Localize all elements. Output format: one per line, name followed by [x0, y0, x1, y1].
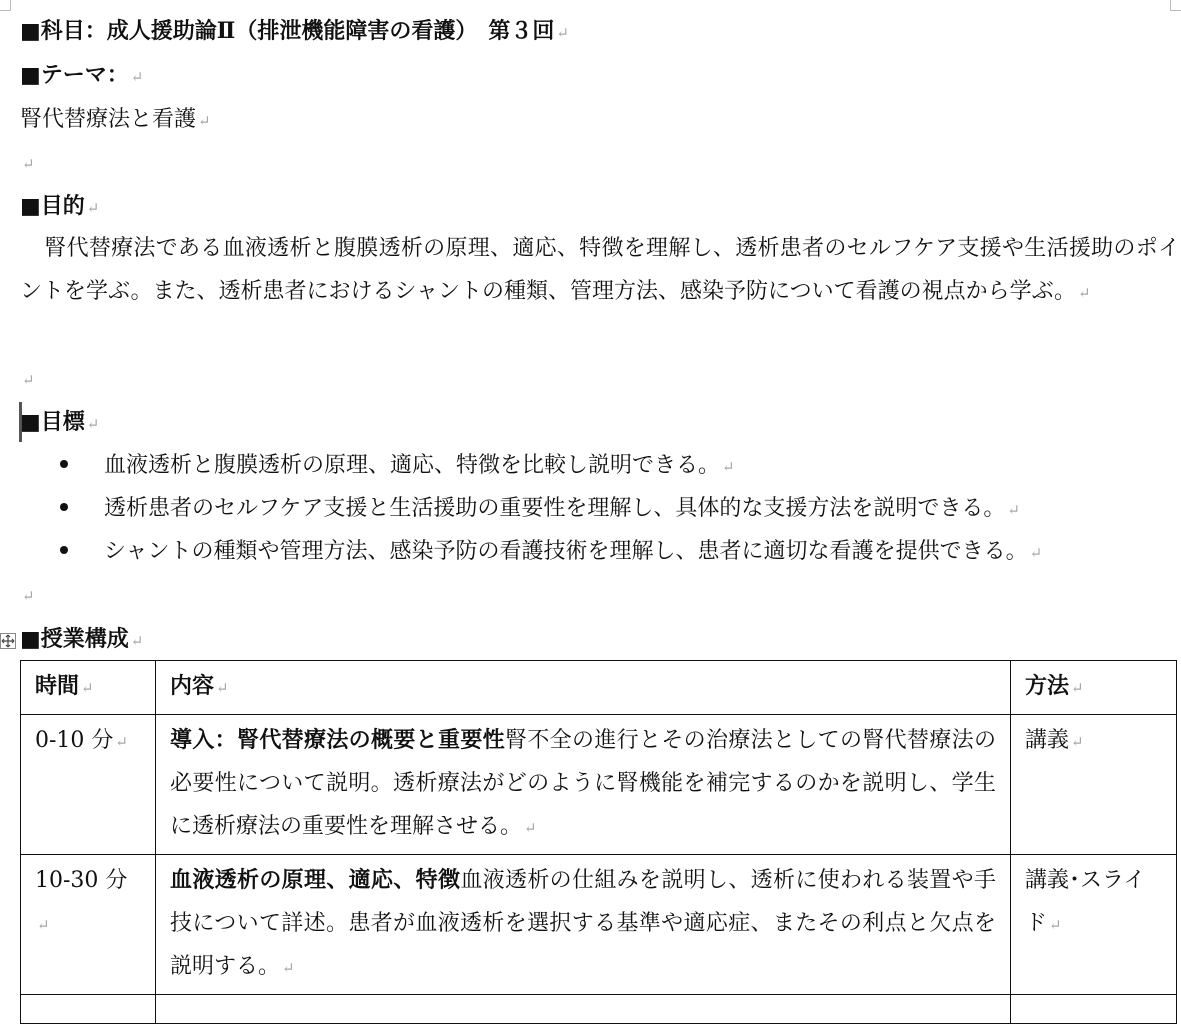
goal-item: 血液透析と腹膜透析の原理、適応、特徴を比較し説明できる。 ↵	[60, 451, 735, 482]
cell-time: 10-30 分↵	[21, 855, 156, 995]
empty-paragraph: ↵	[22, 587, 35, 605]
purpose-heading: ■目的 ↵	[20, 193, 100, 219]
cell-method: 講義･スライド ↵	[1011, 855, 1177, 995]
header-method: 方法 ↵	[1011, 661, 1177, 715]
cell-content: 血液透析の原理、適応、特徴血液透析の仕組みを説明し、透析に使われる装置や手技について詳述。患者が血液透析を選択する基準や適応症、またその利点と欠点を説明する。 ↵	[156, 855, 1011, 995]
goals-heading: ■目標 ↵	[20, 409, 100, 435]
cell-content: 導入：腎代替療法の概要と重要性腎不全の進行とその治療法としての腎代替療法の必要性について説明。透析療法がどのように腎機能を補完するのかを説明し、学生に透析療法の重要性を理解させる。 ↵	[156, 715, 1011, 855]
table-header-row	[21, 661, 1177, 715]
goal-item: シャントの種類や管理方法、感染予防の看護技術を理解し、患者に適切な看護を提供できる。 ↵	[60, 537, 1042, 568]
bullet-icon	[60, 460, 68, 468]
table-row	[21, 715, 1177, 855]
empty-paragraph: ↵	[22, 371, 35, 389]
table-move-handle-icon[interactable]	[0, 633, 16, 649]
page-corner-mark	[0, 0, 11, 11]
cell-method: 講義 ↵	[1011, 715, 1177, 855]
structure-heading: ■授業構成 ↵	[20, 626, 144, 652]
cell-time: 0-10 分 ↵	[21, 715, 156, 855]
goal-item: 透析患者のセルフケア支援と生活援助の重要性を理解し、具体的な支援方法を説明できる。 ↵	[60, 494, 1020, 525]
lesson-table	[20, 660, 1177, 1024]
header-time: 時間 ↵	[21, 661, 156, 715]
theme-text: 腎代替療法と看護 ↵	[20, 107, 211, 132]
theme-heading: ■テーマ： ↵	[20, 62, 144, 88]
bullet-icon	[60, 503, 68, 511]
empty-paragraph: ↵	[22, 155, 35, 173]
table-row	[21, 995, 1177, 1024]
course-title: ■科目：成人援助論Ⅱ（排泄機能障害の看護） 第３回 ↵	[20, 18, 569, 44]
header-content: 内容 ↵	[156, 661, 1011, 715]
bullet-icon	[60, 546, 68, 554]
page-corner-mark	[1170, 0, 1181, 11]
purpose-text: 腎代替療法である血液透析と腹膜透析の原理、適応、特徴を理解し、透析患者のセルフケア支援や生活援助のポイントを学ぶ。また、透析患者におけるシャントの種類、管理方法、感染予防について看護の視点から学ぶ。 ↵	[20, 236, 1180, 304]
